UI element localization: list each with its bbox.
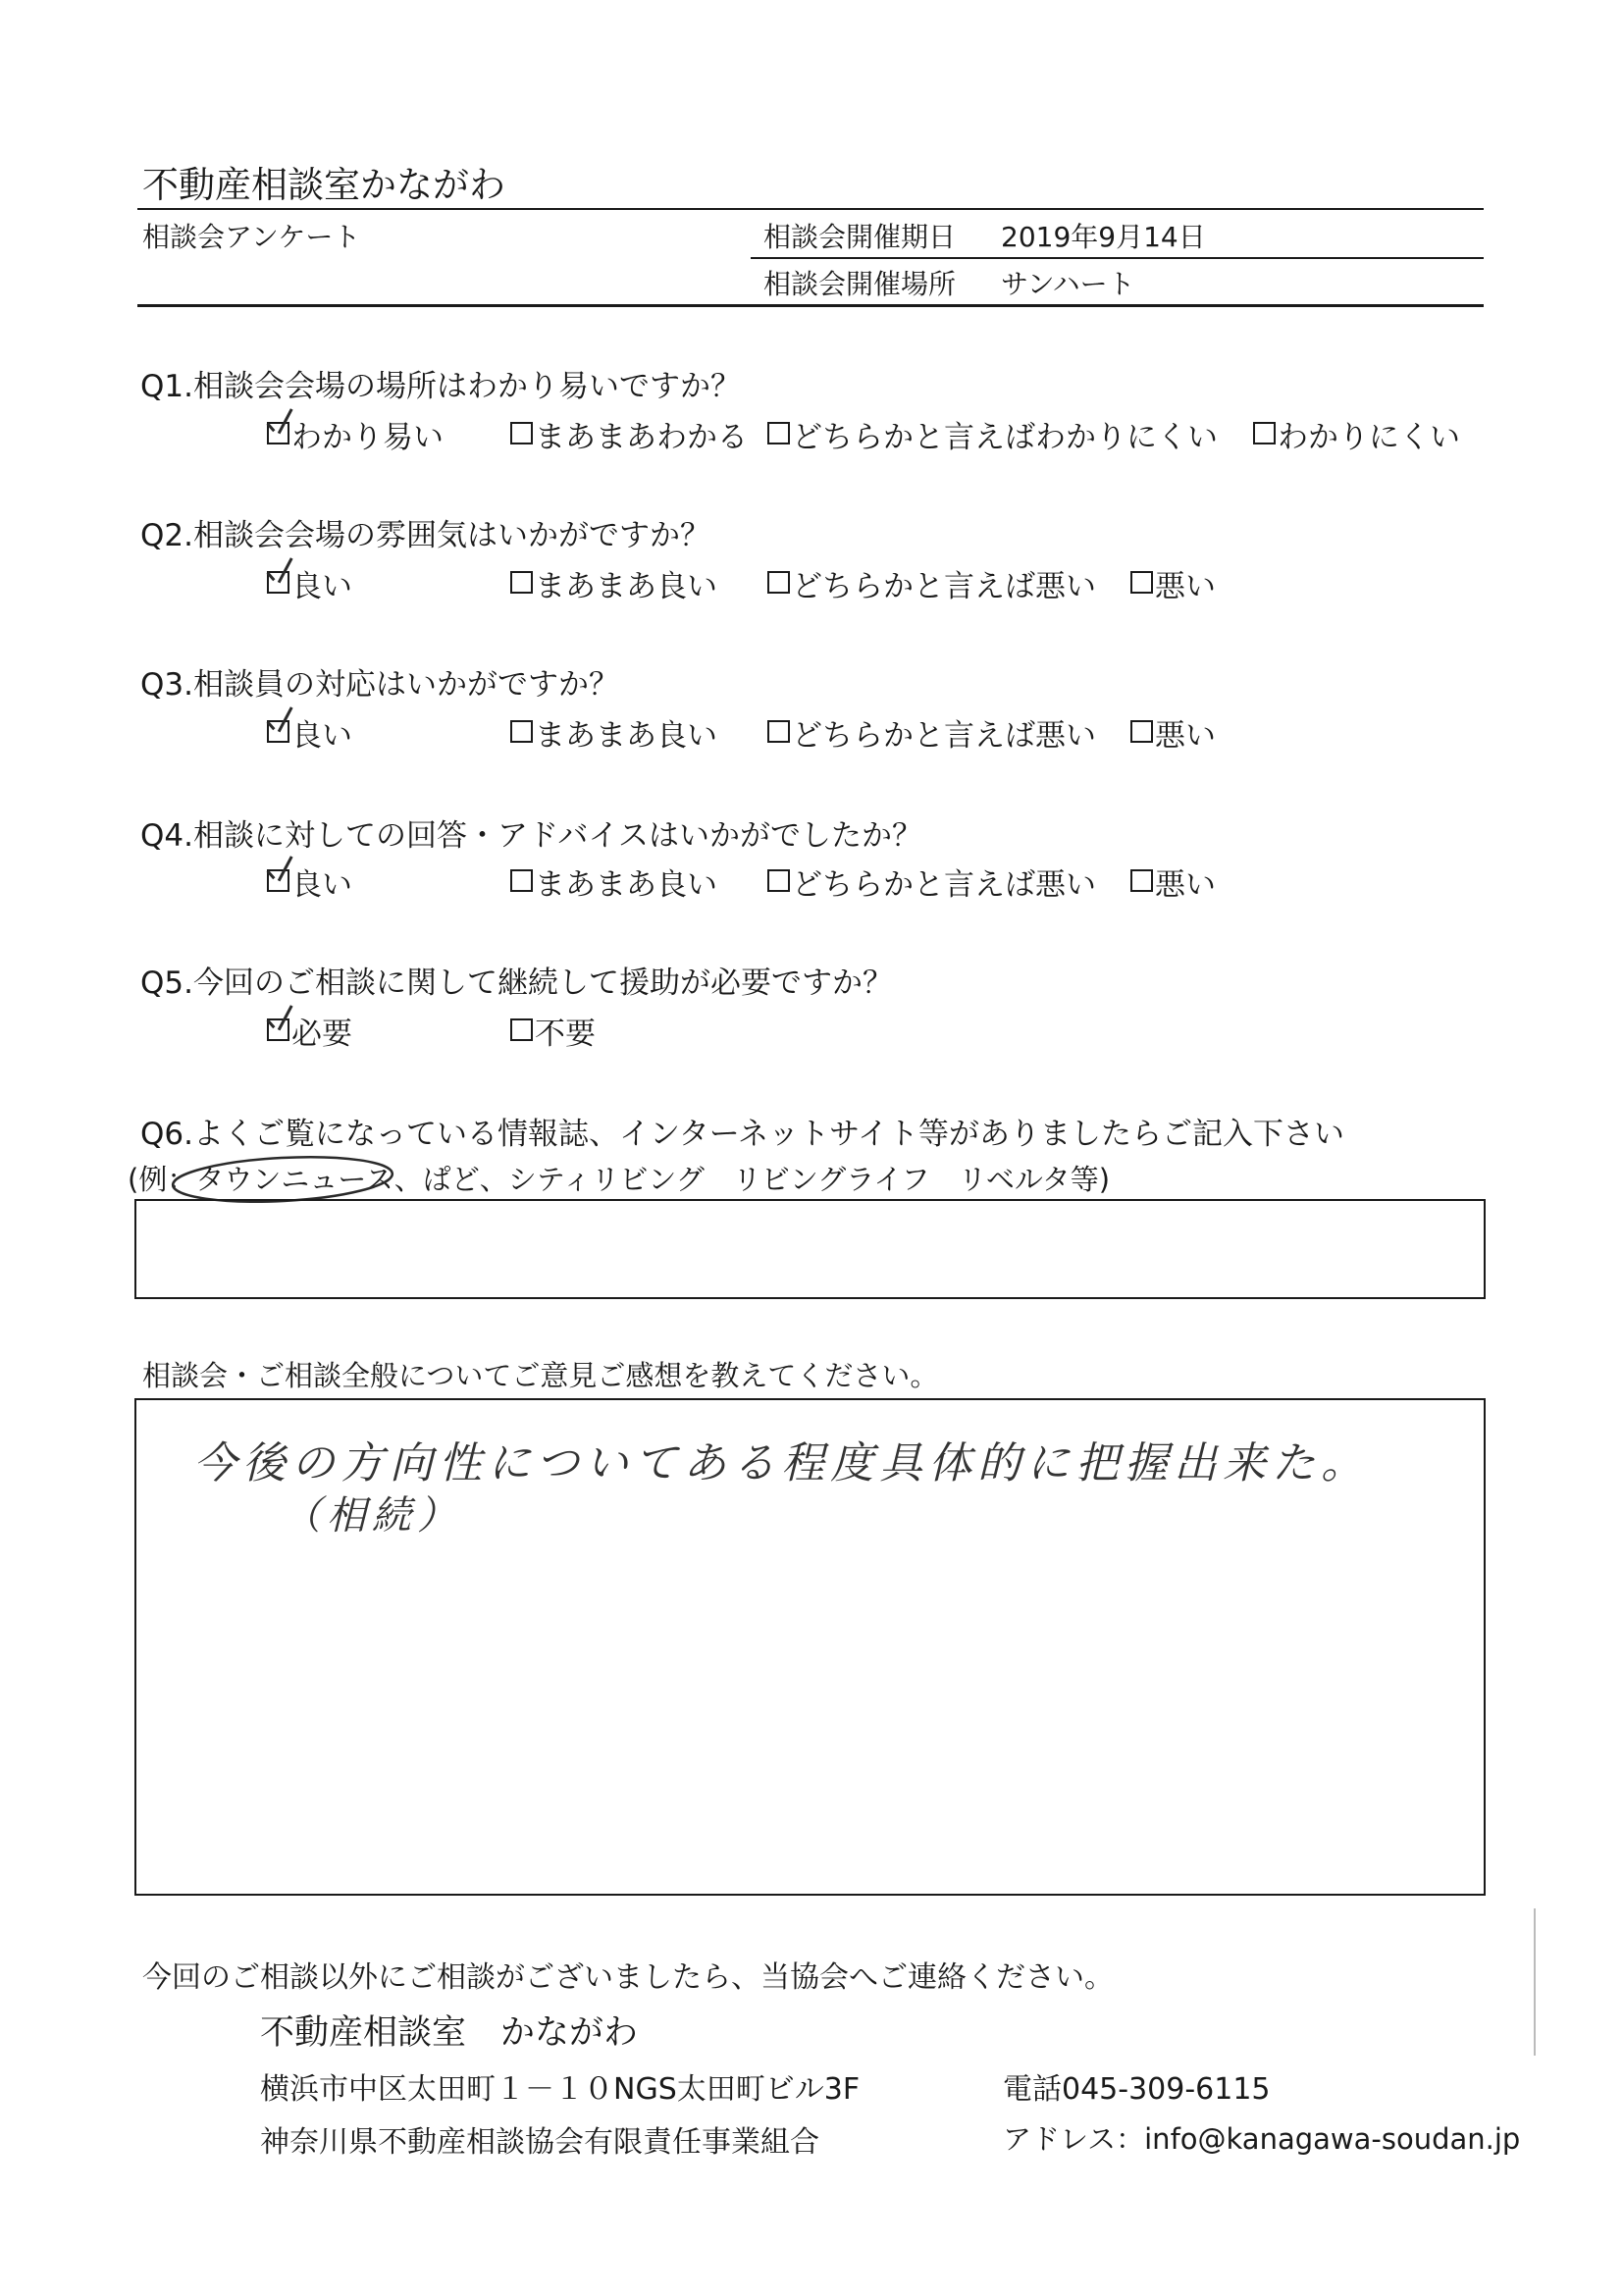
q2-option-somewhat-bad[interactable]: [767, 561, 1096, 605]
q5-option-not-needed[interactable]: [510, 1009, 596, 1053]
comments-box[interactable]: [134, 1398, 1486, 1896]
checkbox[interactable]: [1130, 720, 1153, 743]
q2-option-good[interactable]: [267, 561, 352, 605]
venue-label: 相談会開催場所: [763, 268, 957, 300]
option-label: 良い: [291, 569, 352, 604]
option-label: 悪い: [1155, 867, 1216, 903]
checkbox[interactable]: [510, 422, 533, 444]
footer-org-name: 不動産相談室 かながわ: [260, 2013, 639, 2053]
q4-option-bad[interactable]: [1130, 860, 1216, 904]
checkbox[interactable]: [1130, 571, 1153, 594]
q2-option-fair[interactable]: [510, 561, 717, 605]
question-3-label: Q3.相談員の対応はいかがですか？: [140, 667, 619, 703]
footer-notice: 今回のご相談以外にご相談がございましたら、当協会へご連絡ください。: [142, 1960, 1114, 1995]
checkbox[interactable]: [510, 1018, 533, 1041]
handwritten-comment-line1: 今後の方向性についてある程度具体的に把握出来た。: [193, 1438, 1371, 1488]
checkbox[interactable]: [1253, 422, 1276, 444]
q3-option-somewhat-bad[interactable]: [767, 710, 1096, 755]
date-label: 相談会開催期日: [763, 221, 957, 253]
venue-value: サンハート: [1001, 268, 1135, 300]
q6-examples: (例：タウンニュース、ぱど、シティリビング リビングライフ リベルタ等): [128, 1163, 1111, 1196]
option-label: どちらかと言えばわかりにくい: [792, 420, 1218, 455]
question-1-label: Q1.相談会会場の場所はわかり易いですか？: [140, 369, 741, 404]
q3-option-fair[interactable]: [510, 710, 717, 755]
checkbox[interactable]: [767, 422, 790, 444]
q3-option-bad[interactable]: [1130, 710, 1216, 755]
q1-option-easy[interactable]: [267, 412, 444, 456]
option-label: まあまあ良い: [535, 569, 717, 604]
handwritten-comment-line2: （相続）: [282, 1493, 462, 1539]
option-label: わかりにくい: [1278, 420, 1460, 455]
checkbox[interactable]: [1130, 869, 1153, 892]
option-label: 悪い: [1155, 718, 1216, 754]
q5-option-needed[interactable]: [267, 1009, 352, 1053]
footer-address: 横浜市中区太田町１－１０NGS太田町ビル3F: [260, 2072, 861, 2107]
date-value: 2019年9月14日: [1001, 221, 1206, 253]
option-label: まあまあ良い: [535, 867, 717, 903]
option-label: まあまあ良い: [535, 718, 717, 754]
q4-option-fair[interactable]: [510, 860, 717, 904]
form-org-title: 不動産相談室かながわ: [142, 164, 505, 206]
option-label: 良い: [291, 867, 352, 903]
q6-answer-box[interactable]: [134, 1199, 1486, 1299]
option-label: 良い: [291, 718, 352, 754]
q3-option-good[interactable]: [267, 710, 352, 755]
q1-option-somewhat-hard[interactable]: [767, 412, 1218, 456]
option-label: どちらかと言えば悪い: [792, 718, 1096, 754]
option-label: 不要: [535, 1017, 596, 1052]
form-name: 相談会アンケート: [142, 221, 361, 253]
option-label: どちらかと言えば悪い: [792, 867, 1096, 903]
footer-phone: 電話045-309-6115: [1003, 2072, 1271, 2107]
option-label: わかり易い: [291, 420, 444, 455]
option-label: どちらかと言えば悪い: [792, 569, 1096, 604]
q4-option-somewhat-bad[interactable]: [767, 860, 1096, 904]
question-6-label: Q6.よくご覧になっている情報誌、インターネットサイト等がありましたらご記入下さい: [140, 1117, 1345, 1152]
q4-option-good[interactable]: [267, 860, 352, 904]
header-bottom-rule: [137, 304, 1484, 307]
checkbox[interactable]: [767, 571, 790, 594]
option-label: 悪い: [1155, 569, 1216, 604]
checkbox[interactable]: [767, 869, 790, 892]
question-2-label: Q2.相談会会場の雰囲気はいかがですか？: [140, 518, 710, 553]
title-underline: [137, 208, 1484, 210]
checkbox[interactable]: [510, 720, 533, 743]
date-underline: [751, 257, 1484, 259]
scan-edge-line: [1534, 1908, 1536, 2056]
q1-option-fairly[interactable]: [510, 412, 748, 456]
checkbox[interactable]: [510, 869, 533, 892]
footer-association: 神奈川県不動産相談協会有限責任事業組合: [260, 2125, 819, 2160]
option-label: まあまあわかる: [535, 420, 748, 455]
option-label: 必要: [291, 1017, 352, 1052]
q2-option-bad[interactable]: [1130, 561, 1216, 605]
checkbox[interactable]: [767, 720, 790, 743]
q1-option-hard[interactable]: [1253, 412, 1460, 456]
checkbox[interactable]: [510, 571, 533, 594]
comments-label: 相談会・ご相談全般についてご意見ご感想を教えてください。: [142, 1359, 939, 1392]
footer-email: アドレス：info@kanagawa-soudan.jp: [1003, 2122, 1521, 2156]
question-5-label: Q5.今回のご相談に関して継続して援助が必要ですか？: [140, 965, 893, 1001]
question-4-label: Q4.相談に対しての回答・アドバイスはいかがでしたか？: [140, 818, 923, 854]
